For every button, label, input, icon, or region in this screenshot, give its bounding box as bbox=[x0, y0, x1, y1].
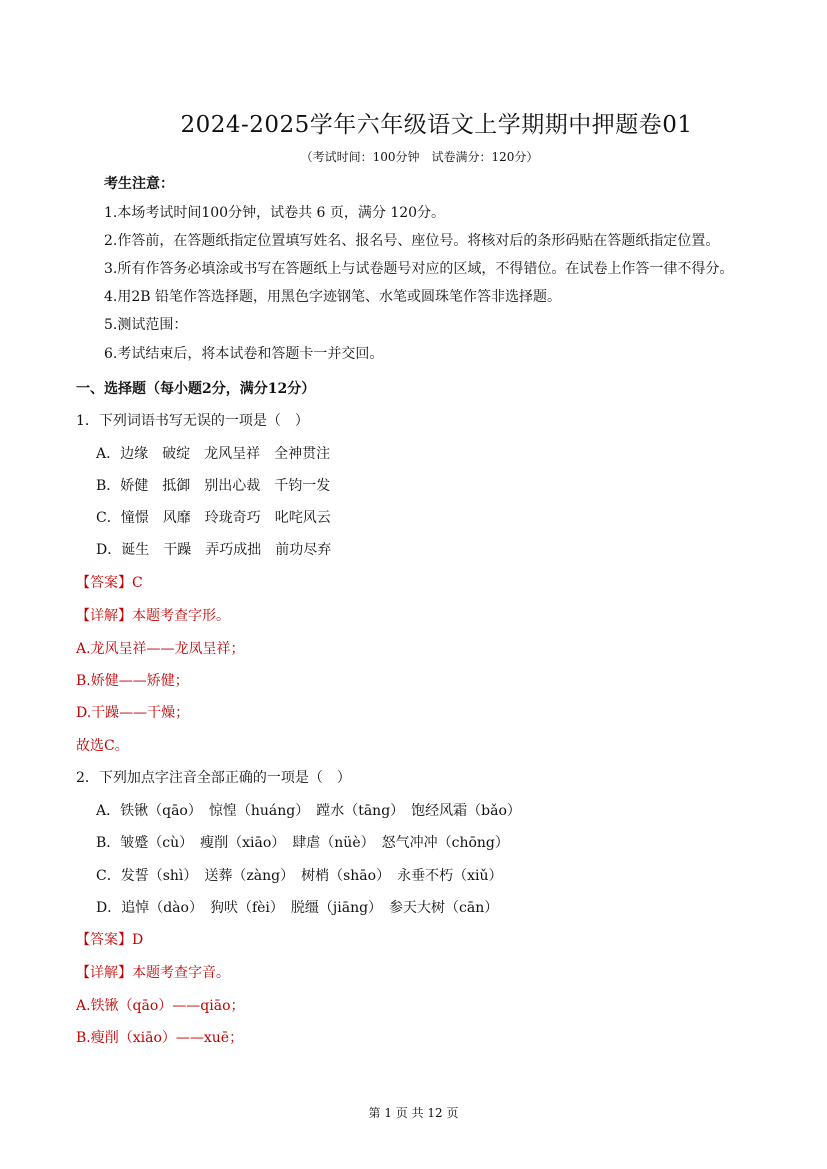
explain-label: 【详解】 bbox=[76, 608, 132, 624]
question-2-option-b: B．皱蹙（cù） 瘦削（xiāo） 肆虐（nüè） 怒气冲冲（chōng） bbox=[96, 835, 509, 851]
answer-value: C bbox=[132, 575, 143, 591]
question-1-option-b: B．娇健 抵御 别出心裁 千钧一发 bbox=[96, 478, 331, 494]
page-title: 2024-2025学年六年级语文上学期期中押题卷01 bbox=[180, 112, 693, 138]
explain-label: 【详解】 bbox=[76, 965, 132, 981]
question-2-answer bbox=[76, 930, 143, 950]
question-2-option-a: A．铁锹（qāo） 惊惶（huáng） 蹚水（tāng） 饱经风霜（bǎo） bbox=[96, 803, 521, 819]
question-2-detail: B.瘦削（xiāo）——xuē； bbox=[76, 1030, 244, 1046]
question-1-option-c: C．憧憬 风靡 玲珑奇巧 叱咤风云 bbox=[96, 510, 331, 526]
notice-heading: 考生注意： bbox=[104, 176, 174, 192]
notice-item: 6.考试结束后，将本试卷和答题卡一并交回。 bbox=[104, 346, 384, 362]
question-1-stem: 1．下列词语书写无误的一项是（ ） bbox=[76, 413, 309, 429]
question-2-stem: 2．下列加点字注音全部正确的一项是（ ） bbox=[76, 770, 351, 786]
question-1-explanation bbox=[76, 606, 230, 626]
question-2-option-d: D．追悼（dào） 狗吠（fèi） 脱缰（jiāng） 参天大树（cān） bbox=[96, 900, 499, 916]
answer-value: D bbox=[132, 932, 144, 948]
notice-item: 4.用2B 铅笔作答选择题，用黑色字迹钢笔、水笔或圆珠笔作答非选择题。 bbox=[104, 289, 562, 305]
explain-text: 本题考查字音。 bbox=[132, 965, 230, 981]
question-1-detail: A.龙风呈祥——龙凤呈祥； bbox=[76, 641, 245, 657]
question-1-detail: D.干躁——干燥； bbox=[76, 705, 190, 721]
explain-text: 本题考查字形。 bbox=[132, 608, 230, 624]
question-1-answer bbox=[76, 573, 143, 593]
question-1-detail: B.娇健——矫健； bbox=[76, 673, 189, 689]
exam-meta: （考试时间：100分钟 试卷满分：120分） bbox=[300, 150, 539, 164]
question-1-option-a: A．边缘 破绽 龙风呈祥 全神贯注 bbox=[96, 446, 331, 462]
page-footer: 第 1 页 共 12 页 bbox=[368, 1106, 459, 1120]
notice-item: 1.本场考试时间100分钟，试卷共 6 页，满分 120分。 bbox=[104, 205, 446, 221]
question-2-option-c: C．发誓（shì） 送葬（zàng） 树梢（shāo） 永垂不朽（xiǔ） bbox=[96, 868, 503, 884]
notice-item: 3.所有作答务必填涂或书写在答题纸上与试卷题号对应的区域，不得错位。在试卷上作答一律不得分。 bbox=[104, 261, 734, 277]
answer-label: 【答案】 bbox=[76, 932, 132, 948]
question-2-detail: A.铁锹（qāo）——qiāo； bbox=[76, 998, 245, 1014]
section-heading: 一、选择题（每小题2分，满分12分） bbox=[76, 381, 316, 397]
notice-item: 5.测试范围： bbox=[104, 317, 188, 333]
notice-item: 2.作答前，在答题纸指定位置填写姓名、报名号、座位号。将核对后的条形码贴在答题纸指定位置。 bbox=[104, 233, 720, 249]
question-1-detail: 故选C。 bbox=[76, 738, 129, 754]
question-2-explanation bbox=[76, 963, 230, 983]
answer-label: 【答案】 bbox=[76, 575, 132, 591]
question-1-option-d: D．诞生 干躁 弄巧成拙 前功尽弃 bbox=[96, 542, 332, 558]
